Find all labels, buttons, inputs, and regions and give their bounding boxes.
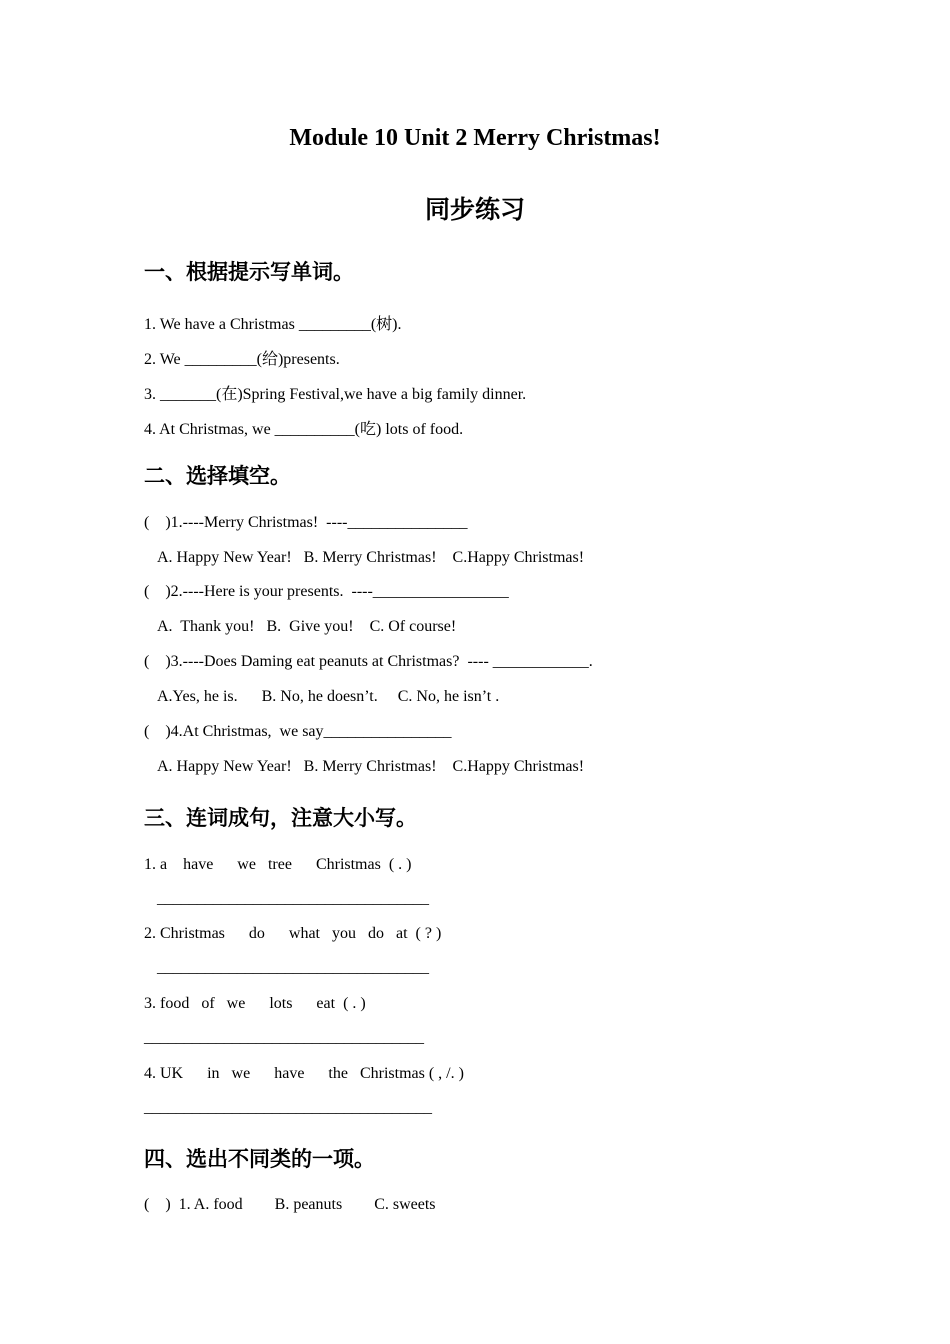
section-3-item-1: 1. a have we tree Christmas ( . ) [144,856,412,873]
section-2-question-4: ( )4.At Christmas, we say________________ [144,723,452,740]
section-2-question-2: ( )2.----Here is your presents. ----_________________ [144,583,509,600]
section-3-item-2: 2. Christmas do what you do at ( ? ) [144,925,442,942]
section-4-heading: 四、选出不同类的一项。 [144,1147,375,1171]
page-subtitle: 同步练习 [424,195,525,224]
section-3-answer-line-4: ____________________________________ [144,1099,432,1116]
section-1-item-3: 3. _______(在)Spring Festival,we have a big family dinner. [144,386,527,403]
section-4-item-1: ( ) 1. A. food B. peanuts C. sweets [144,1196,436,1213]
section-2-heading: 二、选择填空。 [144,464,291,488]
section-2-options-4: A. Happy New Year! B. Merry Christmas! C.Happy Christmas! [157,758,585,775]
section-1-item-1: 1. We have a Christmas _________(树). [144,316,402,333]
section-2-question-1: ( )1.----Merry Christmas! ----_______________ [144,514,468,531]
section-2-options-1: A. Happy New Year! B. Merry Christmas! C.Happy Christmas! [157,549,585,566]
section-3-item-4: 4. UK in we have the Christmas ( , /. ) [144,1065,464,1082]
section-3-answer-line-1: __________________________________ [157,890,429,907]
section-3-answer-line-2: __________________________________ [157,959,429,976]
section-1-heading: 一、根据提示写单词。 [144,260,354,284]
section-3-item-3: 3. food of we lots eat ( . ) [144,995,366,1012]
page-title: Module 10 Unit 2 Merry Christmas! [289,125,661,151]
section-1-item-2: 2. We _________(给)presents. [144,351,340,368]
section-1-item-4: 4. At Christmas, we __________(吃) lots of food. [144,421,464,438]
section-3-answer-line-3: ___________________________________ [144,1029,424,1046]
section-2-options-3: A.Yes, he is. B. No, he doesn’t. C. No, he isn’t . [157,688,500,705]
section-2-question-3: ( )3.----Does Daming eat peanuts at Christmas? ---- ____________. [144,653,593,670]
section-3-heading: 三、连词成句，注意大小写。 [144,806,417,830]
section-2-options-2: A. Thank you! B. Give you! C. Of course! [157,618,457,635]
